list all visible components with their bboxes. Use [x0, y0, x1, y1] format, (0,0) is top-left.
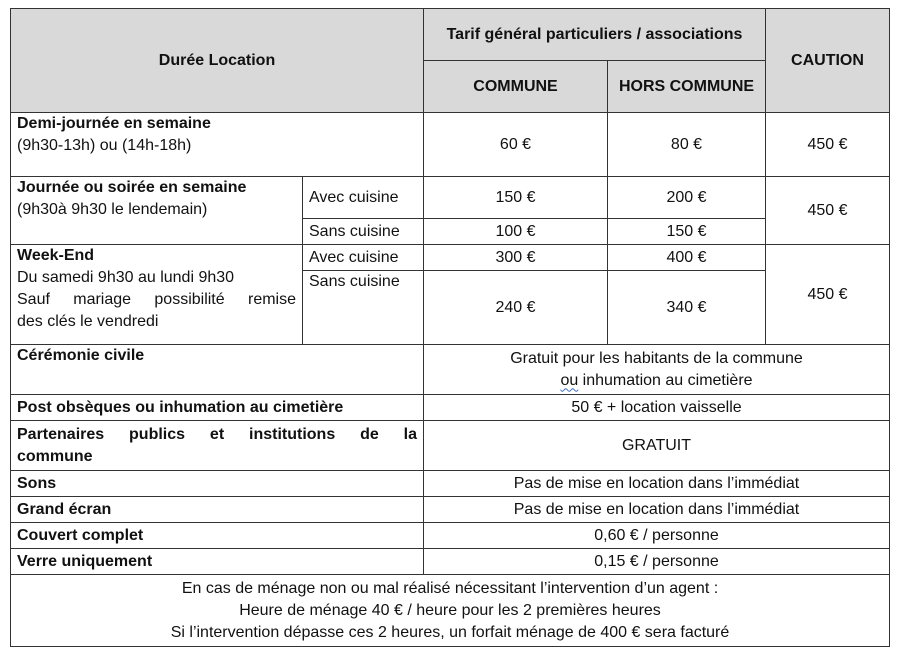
row-couvert-value: 0,60 € / personne: [424, 523, 890, 549]
row-journee-avec-commune: 150 €: [424, 177, 608, 219]
row-demi-hors: 80 €: [608, 113, 766, 177]
row-grand-ecran-title: Grand écran: [11, 497, 424, 523]
row-journee-label: [11, 177, 303, 245]
row-ceremonie-value-line2: [430, 370, 883, 392]
row-partenaires-title: [11, 421, 424, 471]
row-verre-value: 0,15 € / personne: [424, 549, 890, 575]
footer-line3: Si l’intervention dépasse ces 2 heures, un forfait ménage de 400 € sera facturé: [170, 623, 730, 641]
row-weekend-sans-commune: 240 €: [424, 271, 608, 345]
footer-line1: En cas de ménage non ou mal réalisé nécessitant l’intervention d’un agent :: [181, 579, 719, 597]
row-weekend-title: Week-End: [17, 247, 95, 264]
footer-note: [11, 575, 890, 647]
row-journee-caution: 450 €: [766, 177, 890, 245]
row-ceremonie-value-line1: Gratuit pour les habitants de la commune: [510, 349, 803, 367]
row-post-title: Post obsèques ou inhumation au cimetière: [11, 395, 424, 421]
row-partenaires-value: GRATUIT: [424, 421, 890, 471]
row-weekend-sans-hors: 340 €: [608, 271, 766, 345]
row-demi-title: Demi-journée en semaine: [17, 115, 211, 132]
header-hors-commune: HORS COMMUNE: [608, 61, 766, 113]
row-verre-title: Verre uniquement: [11, 549, 424, 575]
row-journee-title: Journée ou soirée en semaine: [17, 179, 247, 196]
row-journee-sans-label: Sans cuisine: [303, 219, 424, 245]
row-journee-avec-hors: 200 €: [608, 177, 766, 219]
row-journee-avec-label: Avec cuisine: [303, 177, 424, 219]
row-journee-sans-hors: 150 €: [608, 219, 766, 245]
row-sons-title: Sons: [11, 471, 424, 497]
row-weekend-sans-label: Sans cuisine: [303, 271, 424, 345]
row-ceremonie-title: Cérémonie civile: [11, 345, 424, 395]
row-journee-sans-commune: 100 €: [424, 219, 608, 245]
row-demi-commune: 60 €: [424, 113, 608, 177]
row-demi-label: [11, 113, 424, 177]
tarifs-table: [10, 8, 890, 647]
row-grand-ecran-value: Pas de mise en location dans l’immédiat: [424, 497, 890, 523]
row-ceremonie-value-ou: ou: [560, 371, 579, 389]
header-duree: Durée Location: [11, 9, 424, 113]
row-post-value: 50 € + location vaisselle: [424, 395, 890, 421]
header-commune: COMMUNE: [424, 61, 608, 113]
row-weekend-line1: Du samedi 9h30 au lundi 9h30: [17, 269, 235, 286]
row-weekend-avec-commune: 300 €: [424, 245, 608, 271]
row-journee-subtitle: (9h30à 9h30 le lendemain): [17, 201, 208, 218]
header-tarif: Tarif général particuliers / associations: [424, 9, 766, 61]
footer-line2: Heure de ménage 40 € / heure pour les 2 premières heures: [239, 601, 661, 619]
row-partenaires-title-line2: commune: [17, 447, 93, 465]
row-weekend-label: [11, 245, 303, 345]
row-demi-subtitle: (9h30-13h) ou (14h-18h): [17, 137, 192, 154]
row-sons-value: Pas de mise en location dans l’immédiat: [424, 471, 890, 497]
row-weekend-line2: Sauf mariage possibilité remise: [17, 291, 296, 308]
row-ceremonie-value: [424, 345, 890, 395]
row-couvert-title: Couvert complet: [11, 523, 424, 549]
row-weekend-avec-label: Avec cuisine: [303, 245, 424, 271]
row-weekend-line3: des clés le vendredi: [17, 313, 159, 330]
header-caution: CAUTION: [766, 9, 890, 113]
row-partenaires-title-line1: Partenaires publics et institutions de la: [17, 425, 417, 443]
row-weekend-avec-hors: 400 €: [608, 245, 766, 271]
row-weekend-caution: 450 €: [766, 245, 890, 345]
row-ceremonie-value-rest: inhumation au cimetière: [578, 371, 753, 389]
row-demi-caution: 450 €: [766, 113, 890, 177]
